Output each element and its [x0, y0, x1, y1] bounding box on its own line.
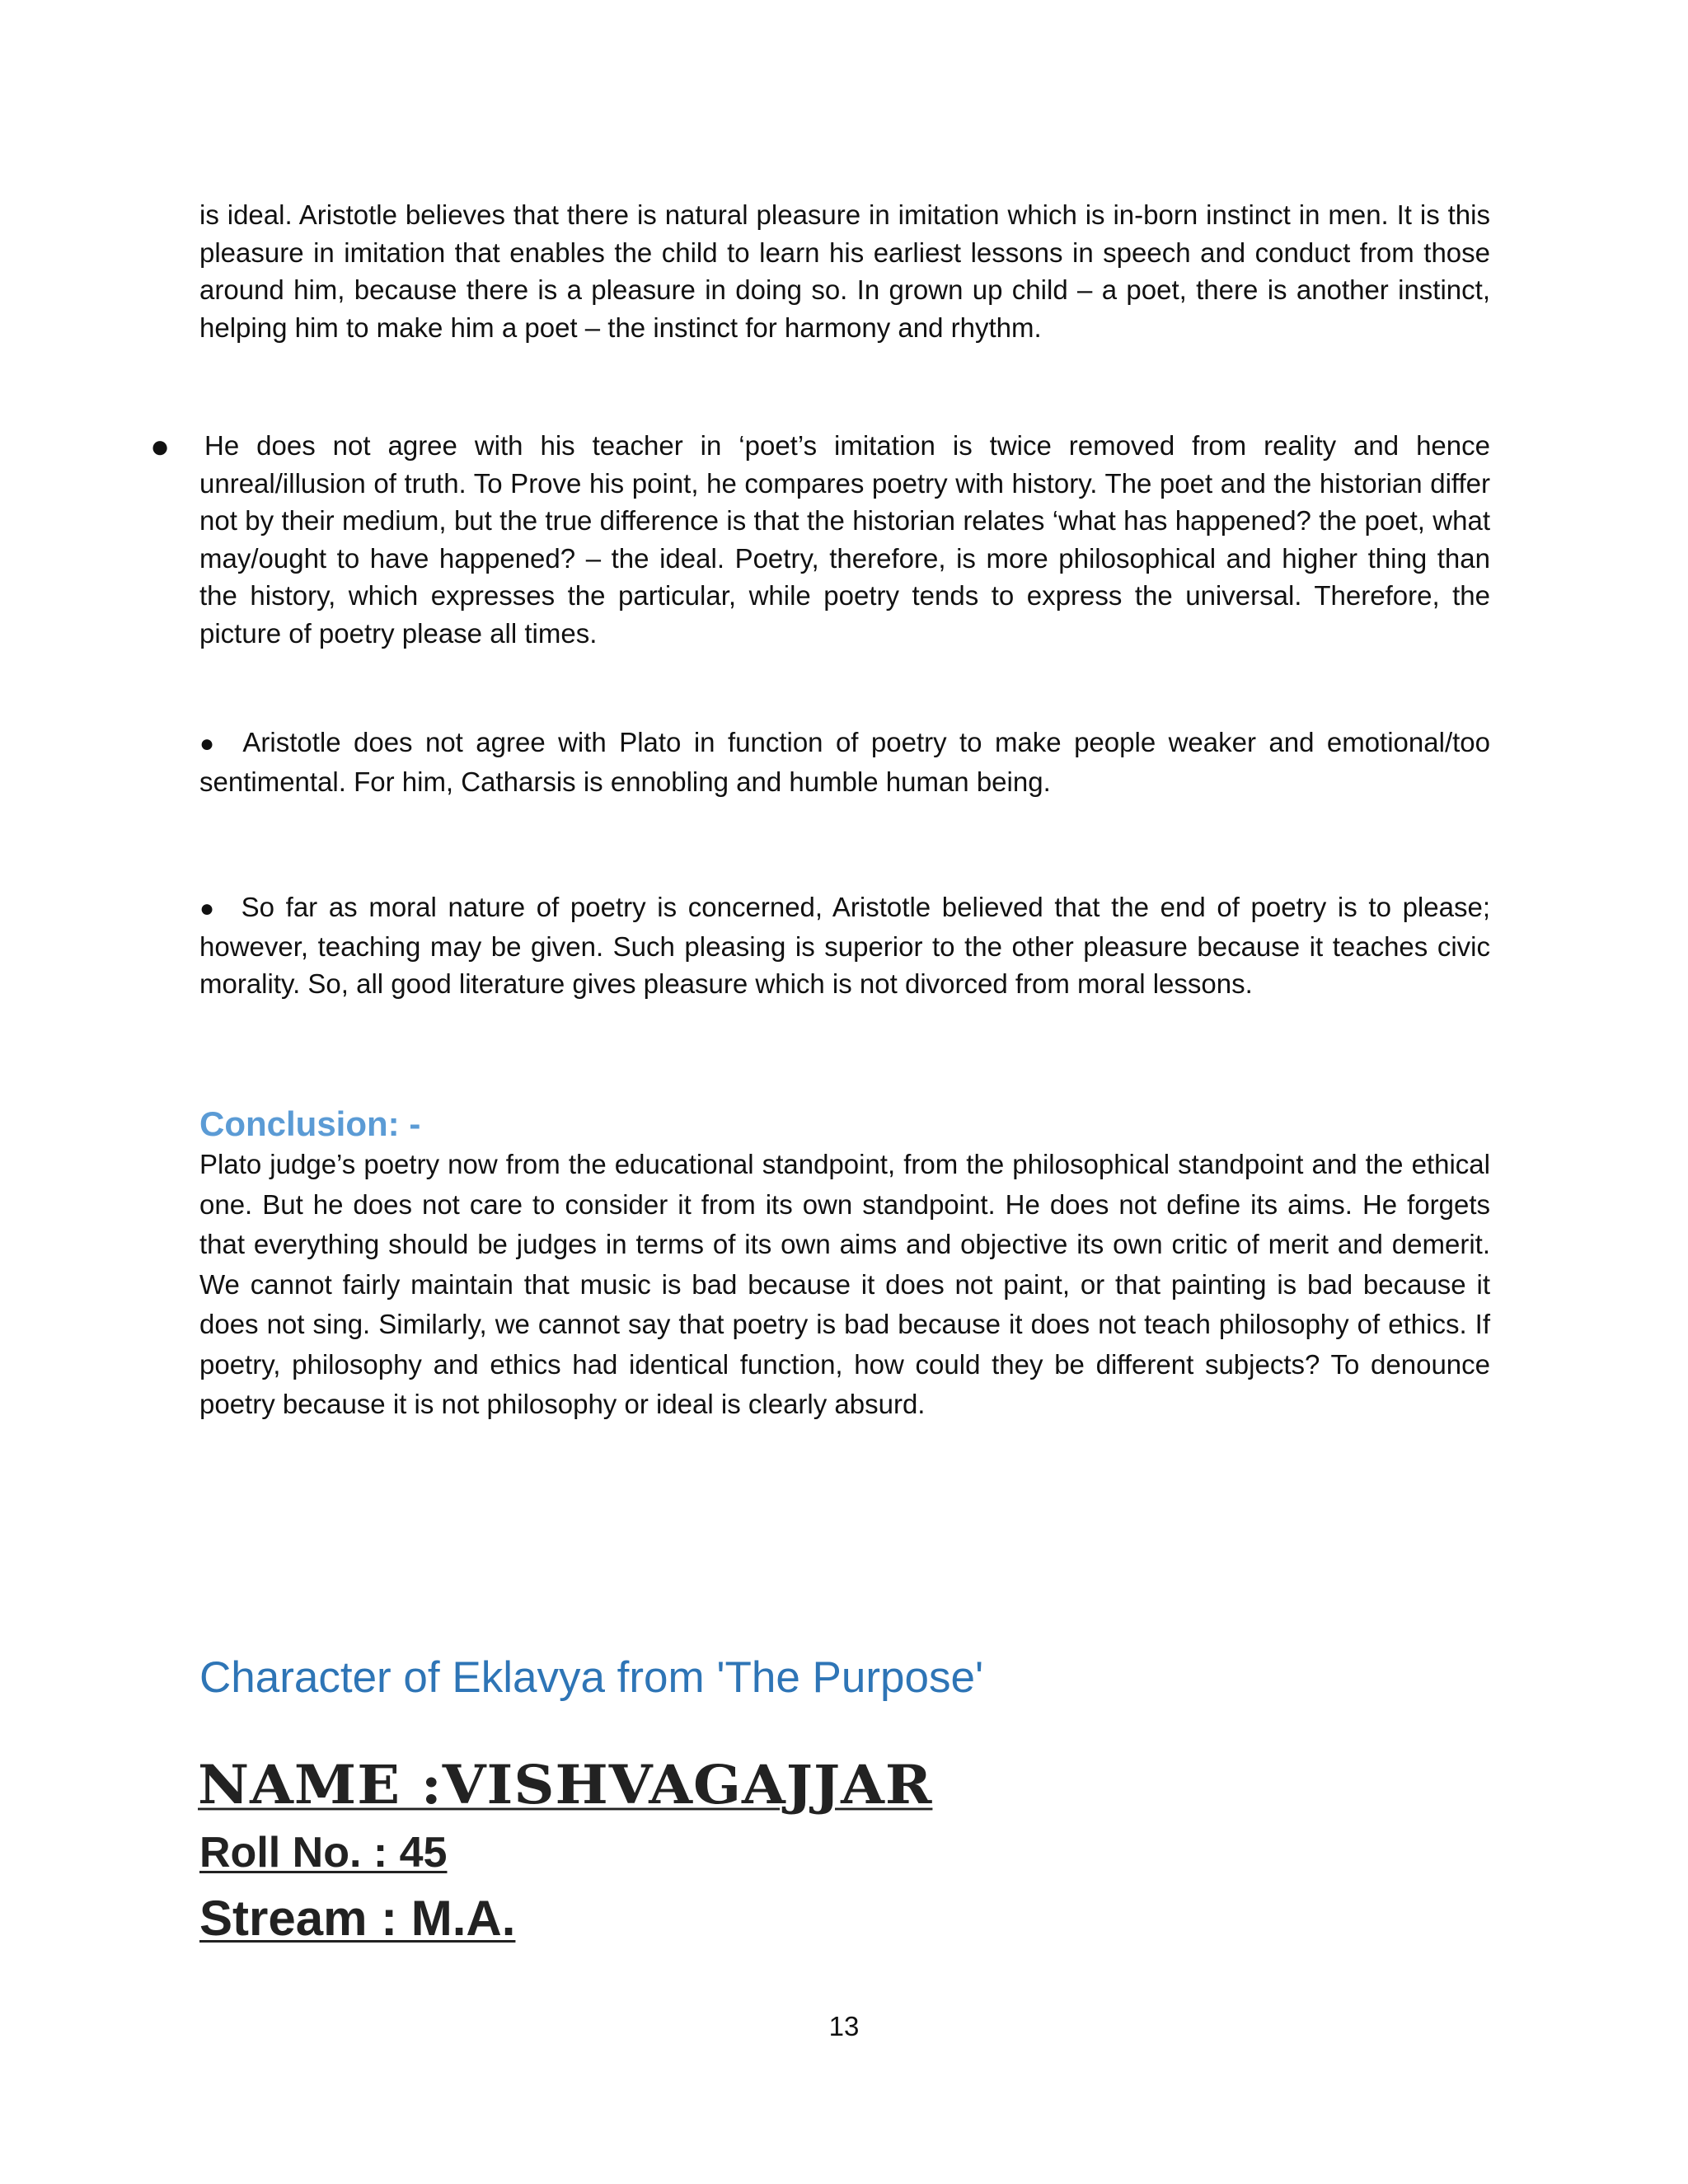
- bullet-marker: ●: [150, 429, 171, 465]
- bullet-poetry-vs-history: He does not agree with his teacher in ‘poet’s imitation is twice removed from reality and hence unreal/illusion of truth. To Prove his point, he compares poetry with history. The poet and the historian differ not by their medium, but the true difference is that the historian relates ‘what has happened? the poet, what may/ought to have happened? – the ideal. Poetry, therefore, is more philosophical and higher thing than the history, which expresses the particular, while poetry tends to express the universal. Therefore, the picture of poetry please all times.: [199, 430, 1490, 649]
- bullet-marker: ●: [199, 895, 218, 922]
- bullet-moral-nature: [199, 888, 1490, 1003]
- student-name: NAME :VISHVAGAJJAR: [198, 1754, 933, 1816]
- bullet-marker: ●: [199, 730, 220, 757]
- paragraph-imitation-pleasure: is ideal. Aristotle believes that there is natural pleasure in imitation which is in-born instinct in men. It is this pleasure in imitation that enables the child to learn his earliest lessons in speech and conduct from those around him, because there is a pleasure in doing so. In grown up child – a poet, there is another instinct, helping him to make him a poet – the instinct for harmony and rhythm.: [199, 199, 1490, 343]
- bullet-catharsis: [199, 724, 1490, 800]
- conclusion-paragraph: Plato judge’s poetry now from the educational standpoint, from the philosophical standpoint and the ethical one. But he does not care to consider it from its own standpoint. He does not define its aims. He forgets that everything should be judges in terms of its own aims and objective its own critic of merit and demerit. We cannot fairly maintain that music is bad because it does not paint, or that painting is bad because it does not sing. Similarly, we cannot say that poetry is bad because it does not teach philosophy of ethics. If poetry, philosophy and ethics had identical function, how could they be different subjects? To denounce poetry because it is not philosophy or ideal is clearly absurd.: [199, 1149, 1490, 1419]
- stream: Stream : M.A.: [199, 1891, 516, 1946]
- bullet-moral-nature-text: So far as moral nature of poetry is concerned, Aristotle believed that the end of poetry is to please; however, teaching may be given. Such pleasing is superior to the other pleasure because it teaches civic morality. So, all good literature gives pleasure which is not divorced from moral lessons.: [199, 892, 1490, 999]
- page-number: 13: [828, 2011, 860, 2041]
- bullet-catharsis-text: Aristotle does not agree with Plato in function of poetry to make people weaker and emotional/too sentimental. For him, Catharsis is ennobling and humble human being.: [199, 727, 1490, 797]
- roll-number: Roll No. : 45: [199, 1829, 448, 1877]
- character-heading: Character of Eklavya from 'The Purpose': [199, 1653, 984, 1702]
- conclusion-heading: Conclusion: -: [199, 1104, 421, 1143]
